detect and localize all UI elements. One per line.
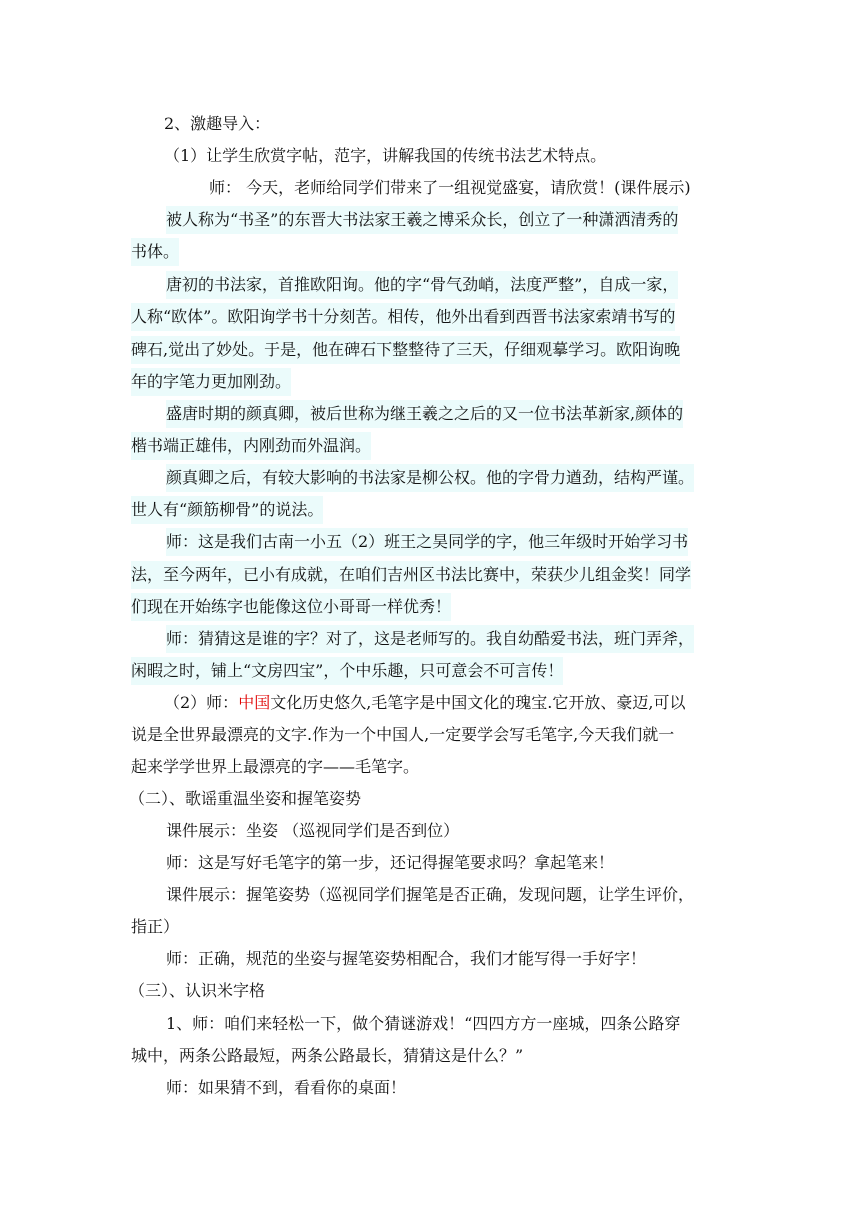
highlighted-line: 闲暇之时，铺上“文房四宝”，个中乐趣，只可意会不可言传！: [131, 657, 563, 685]
paragraph-line: （1）让学生欣赏字帖，范字，讲解我国的传统书法艺术特点。: [164, 146, 607, 165]
paragraph-text: 文化历史悠久,毛笔字是中国文化的瑰宝.它开放、豪迈,可以: [270, 693, 686, 712]
paragraph-line: 1、师：咱们来轻松一下，做个猜谜游戏！“四四方方一座城，四条公路穿: [166, 1014, 681, 1033]
section-heading: （二）、歌谣重温坐姿和握笔姿势: [129, 789, 362, 808]
highlighted-line: 师：猜猜这是谁的字？对了，这是老师写的。我自幼酷爱书法，班门弄斧，: [166, 625, 694, 653]
paragraph-line: 城中，两条公路最短，两条公路最长，猜猜这是什么？”: [131, 1046, 524, 1065]
highlighted-line: 被人称为“书圣”的东晋大书法家王羲之博采众长，创立了一种潇洒清秀的: [166, 206, 678, 234]
highlighted-line: 师：这是我们古南一小五（2）班王之昊同学的字，他三年级时开始学习书: [166, 528, 688, 556]
paragraph-line: 师：这是写好毛笔字的第一步，还记得握笔要求吗？拿起笔来！: [166, 853, 615, 872]
red-keyword: 中国: [238, 693, 271, 712]
paragraph-line: 师：正确，规范的坐姿与握笔姿势相配合，我们才能写得一手好字！: [166, 949, 647, 968]
highlighted-line: 楷书端正雄伟，内刚劲而外温润。: [131, 432, 371, 460]
paragraph-line: 师：如果猜不到，看看你的桌面！: [166, 1078, 407, 1097]
highlighted-line: 们现在开始练字也能像这位小哥哥一样优秀！: [131, 593, 451, 621]
paragraph-line: 指正）: [131, 917, 180, 936]
highlighted-line: 世人有“颜筋柳骨”的说法。: [131, 496, 323, 524]
paragraph-line: [164, 689, 685, 717]
paragraph-line: 课件展示：握笔姿势（巡视同学们握笔是否正确，发现问题，让学生评价，: [166, 885, 695, 904]
highlighted-line: 书体。: [131, 238, 179, 266]
highlighted-line: 颜真卿之后，有较大影响的书法家是柳公权。他的字骨力遒劲，结构严谨。: [166, 464, 694, 492]
section-heading: （三）、认识米字格: [129, 981, 266, 1000]
highlighted-line: 人称“欧体”。欧阳询学书十分刻苦。相传，他外出看到西晋书法家索靖书写的: [131, 303, 675, 331]
highlighted-line: 盛唐时期的颜真卿，被后世称为继王羲之之后的又一位书法革新家,颜体的: [166, 400, 683, 428]
paragraph-line: 师： 今天，老师给同学们带来了一组视觉盛宴，请欣赏！(课件展示): [209, 178, 691, 197]
paragraph-line: 起来学学世界上最漂亮的字——毛笔字。: [131, 757, 420, 776]
highlighted-line: 法，至今两年，已小有成就，在咱们吉州区书法比赛中，荣获少儿组金奖！同学: [131, 561, 691, 589]
highlighted-line: 年的字笔力更加刚劲。: [131, 368, 291, 396]
section-heading: 2、激趣导入：: [164, 114, 271, 133]
paragraph-prefix: （2）师：: [164, 693, 239, 712]
paragraph-line: 课件展示：坐姿 （巡视同学们是否到位）: [166, 821, 460, 840]
highlighted-line: 唐初的书法家，首推欧阳询。他的字“骨气劲峭，法度严整”，自成一家，: [166, 271, 678, 299]
paragraph-line: 说是全世界最漂亮的文字.作为一个中国人,一定要学会写毛笔字,今天我们就一: [131, 725, 675, 744]
highlighted-line: 碑石,觉出了妙处。于是，他在碑石下整整待了三天，仔细观摹学习。欧阳询晚: [131, 336, 680, 364]
